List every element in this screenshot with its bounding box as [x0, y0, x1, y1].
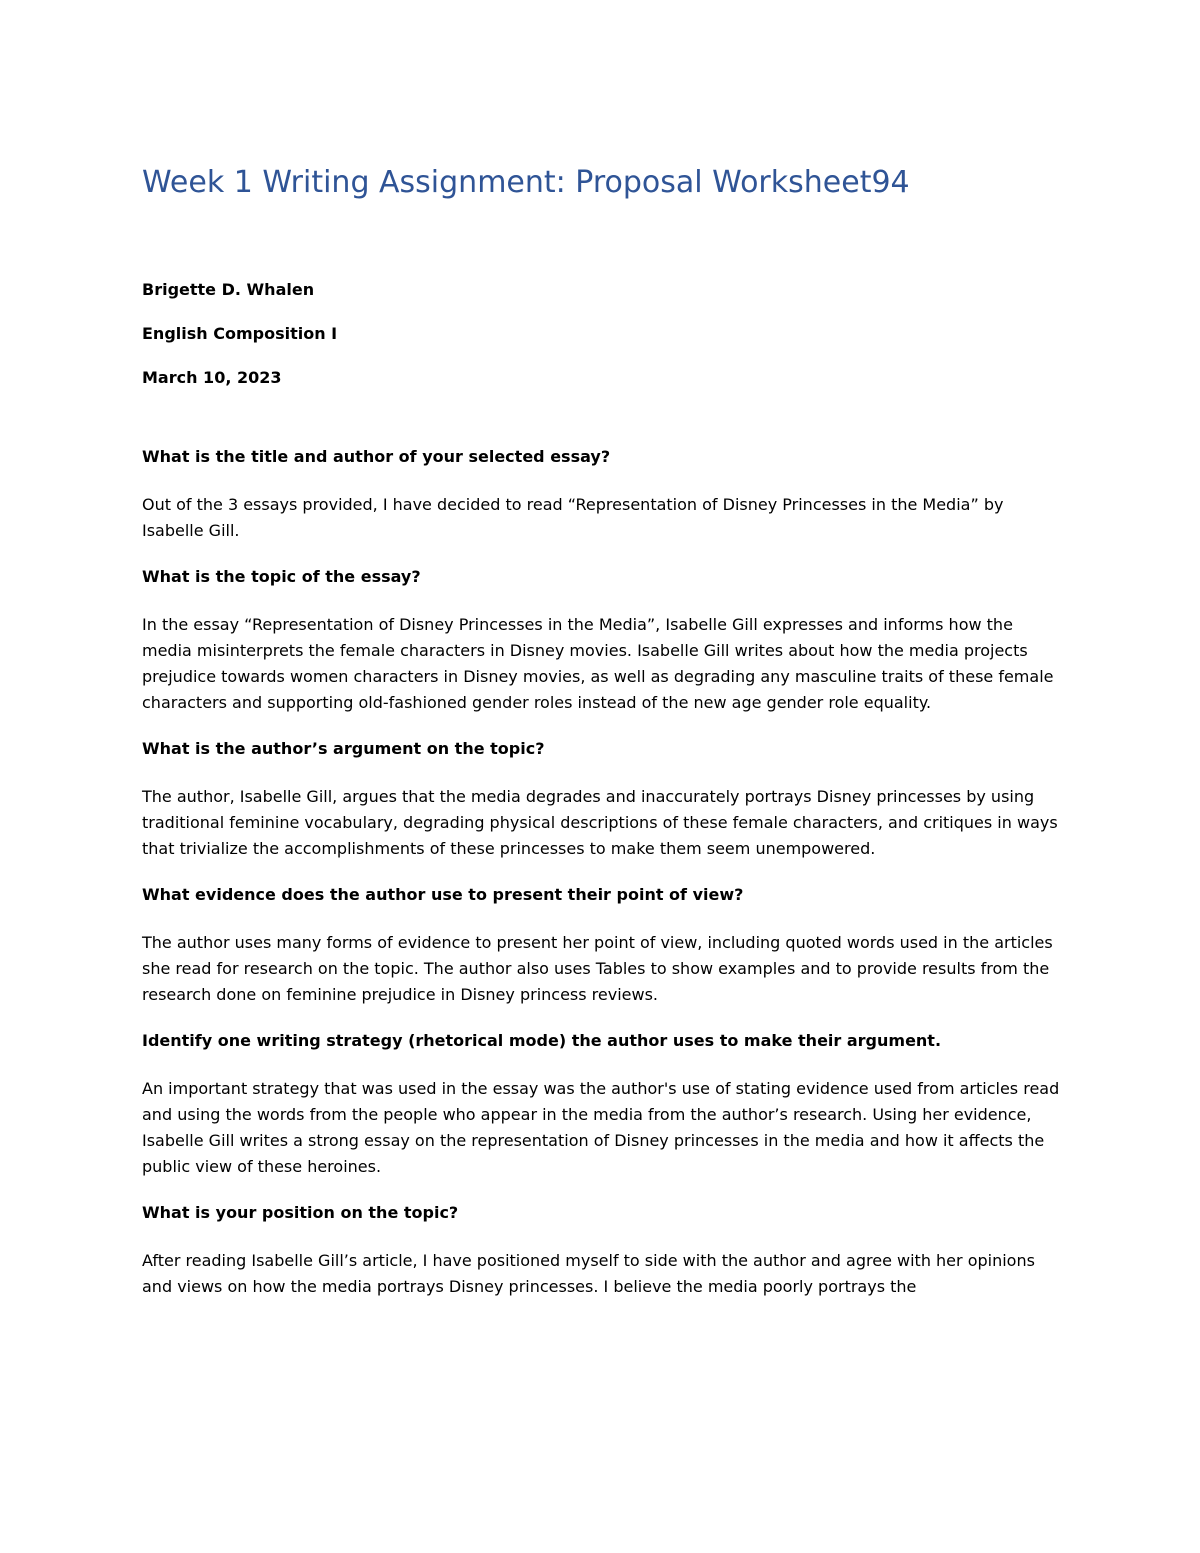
- document-body: [142, 160, 1062, 1320]
- section-6: [142, 1200, 1062, 1300]
- question-heading: What is the topic of the essay?: [142, 567, 421, 586]
- author-name: Brigette D. Whalen: [142, 280, 315, 299]
- answer-paragraph: The author uses many forms of evidence to present her point of view, including quoted words used in the articles she read for research on the topic. The author also uses Tables to show examples and to provide results from the research done on feminine prejudice in Disney princess reviews.: [142, 933, 1053, 1004]
- document-title: Week 1 Writing Assignment: Proposal Worksheet94: [142, 165, 910, 200]
- section-5: [142, 1028, 1062, 1180]
- answer-paragraph: The author, Isabelle Gill, argues that the media degrades and inaccurately portrays Disney princesses by using traditional feminine vocabulary, degrading physical descriptions of these female characters, and critiques in ways that trivialize the accomplishments of these princesses to make them seem unempowered.: [142, 787, 1058, 858]
- question-heading: What is your position on the topic?: [142, 1203, 459, 1222]
- question-heading: What is the author’s argument on the topic?: [142, 739, 545, 758]
- document-date: March 10, 2023: [142, 368, 282, 387]
- section-3: [142, 736, 1062, 862]
- answer-paragraph: Out of the 3 essays provided, I have decided to read “Representation of Disney Princesses in the Media” by Isabelle Gill.: [142, 495, 1004, 540]
- answer-paragraph: After reading Isabelle Gill’s article, I have positioned myself to side with the author and agree with her opinions and views on how the media portrays Disney princesses. I believe the media poorly portrays the: [142, 1251, 1035, 1296]
- section-4: [142, 882, 1062, 1008]
- answer-paragraph: An important strategy that was used in the essay was the author's use of stating evidence used from articles read and using the words from the people who appear in the media from the author’s research. Using her evidence, Isabelle Gill writes a strong essay on the representation of Disney princesses in the media and how it affects the public view of these heroines.: [142, 1079, 1060, 1176]
- course-name: English Composition I: [142, 324, 338, 343]
- question-heading: Identify one writing strategy (rhetorical mode) the author uses to make their argument.: [142, 1031, 942, 1050]
- question-heading: What is the title and author of your selected essay?: [142, 447, 611, 466]
- document-header-info: [142, 280, 1062, 388]
- section-2: [142, 564, 1062, 716]
- question-heading: What evidence does the author use to present their point of view?: [142, 885, 744, 904]
- section-1: [142, 444, 1062, 544]
- answer-paragraph: In the essay “Representation of Disney Princesses in the Media”, Isabelle Gill expresses and informs how the media misinterprets the female characters in Disney movies. Isabelle Gill writes about how the media projects prejudice towards women characters in Disney movies, as well as degrading any masculine traits of these female characters and supporting old-fashioned gender roles instead of the new age gender role equality.: [142, 615, 1054, 712]
